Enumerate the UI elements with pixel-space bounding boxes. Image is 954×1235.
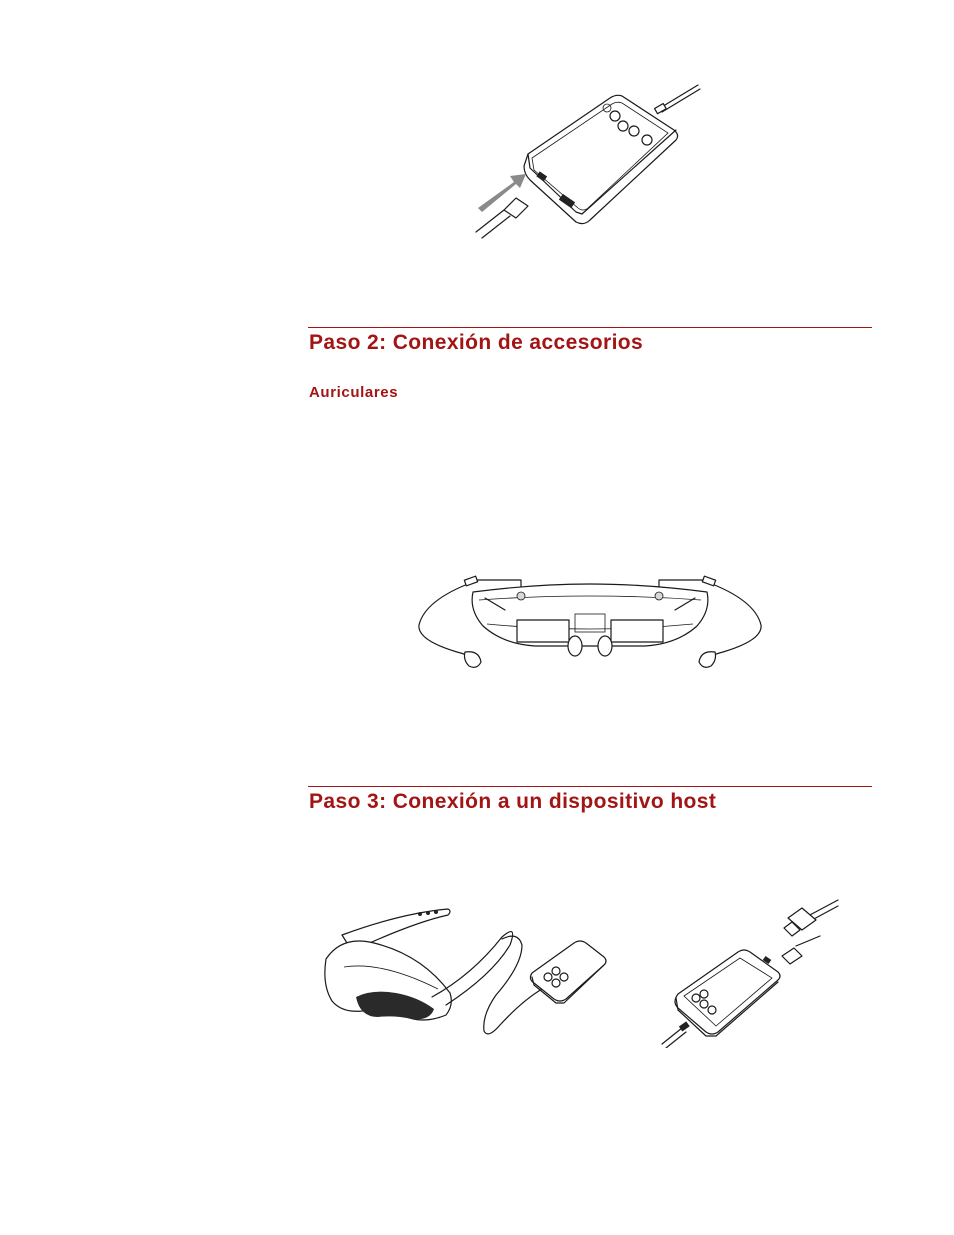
earphones-subheading: Auriculares <box>309 384 399 401</box>
control-box-cable-figure <box>470 80 710 240</box>
step2-heading: Paso 2: Conexión de accesorios <box>309 331 644 354</box>
glasses-and-control-box-figure <box>322 905 612 1040</box>
step3-heading: Paso 3: Conexión a un dispositivo host <box>309 790 717 813</box>
control-box-host-connectors-figure <box>660 898 840 1048</box>
section-rule-step3 <box>308 786 872 787</box>
section-rule-step2 <box>308 327 872 328</box>
headset-earphones-figure <box>415 570 765 675</box>
